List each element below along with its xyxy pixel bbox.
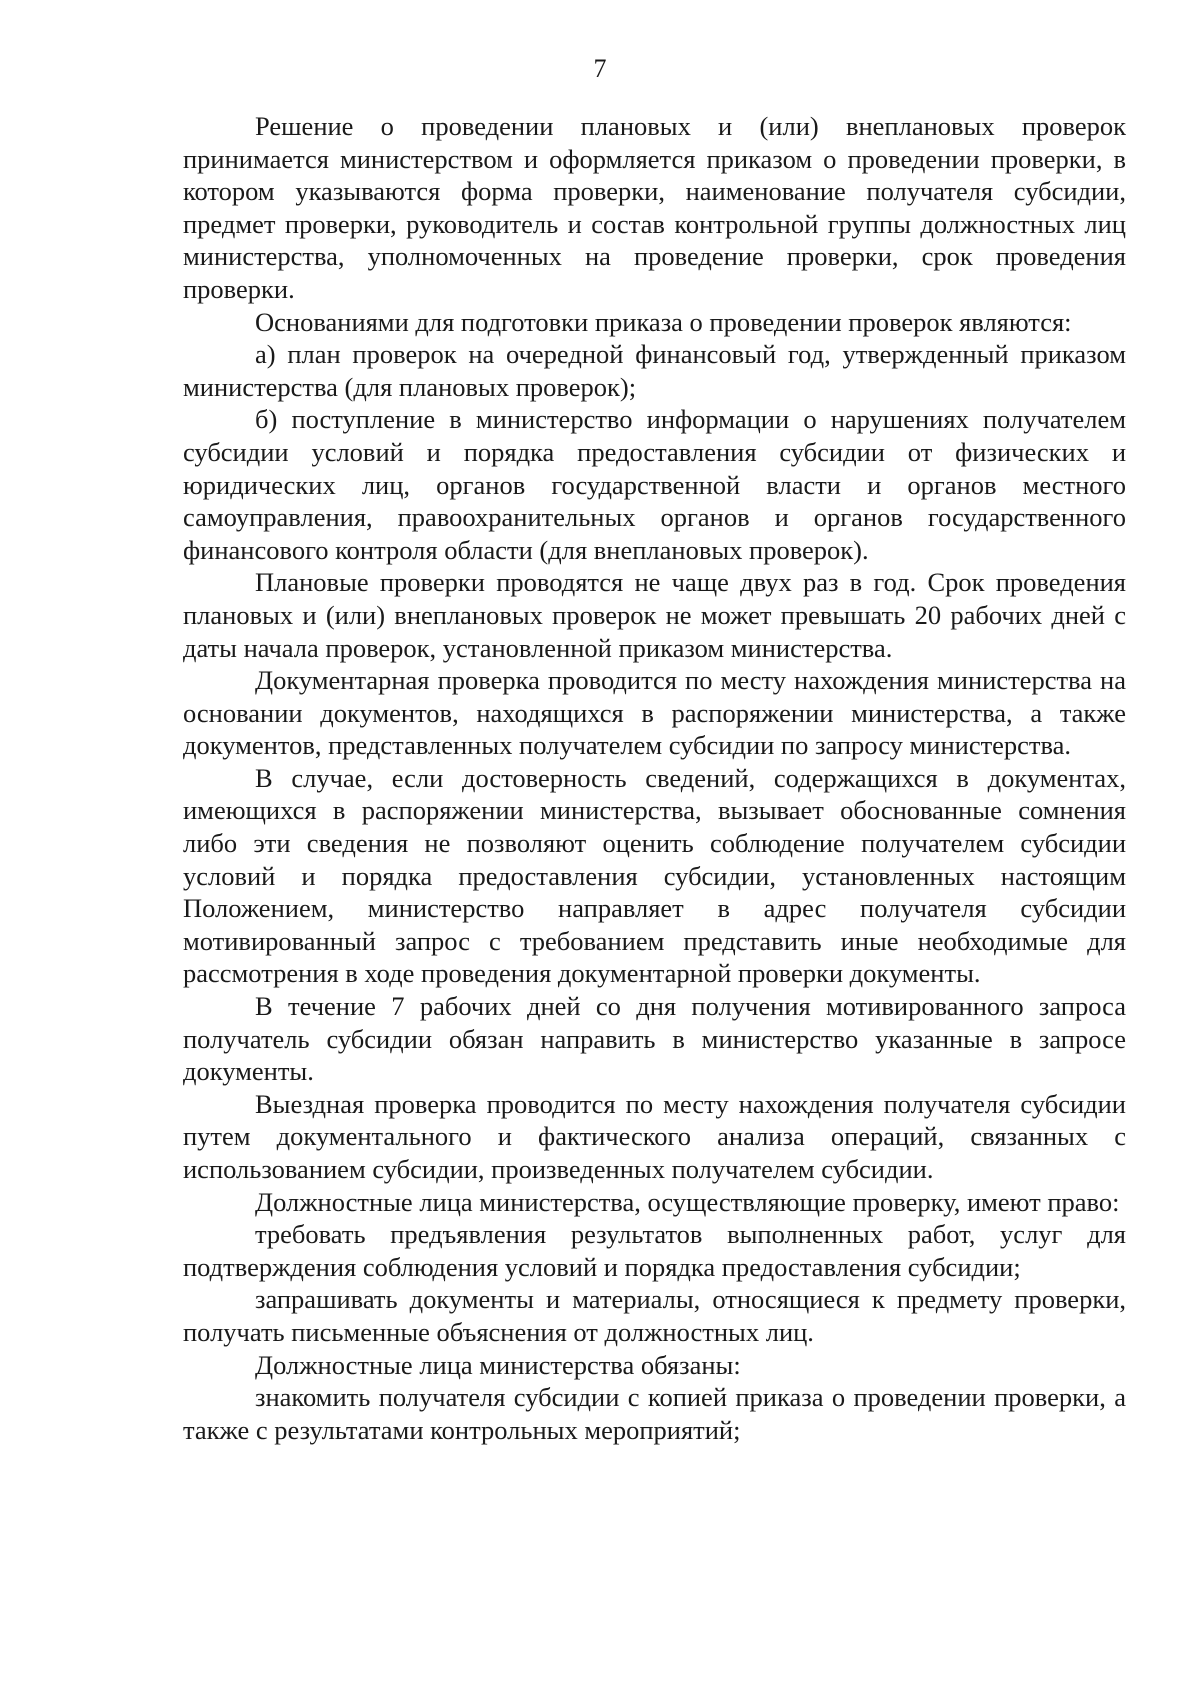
paragraph-officials-rights: Должностные лица министерства, осуществляющие проверку, имеют право:	[255, 1186, 1120, 1217]
paragraph-right-request-documents: запрашивать документы и материалы, относящиеся к предмету проверки, получать письменные объяснения от должностных лиц.	[183, 1284, 1126, 1347]
paragraph-order-grounds: Основаниями для подготовки приказа о проведении проверок являются:	[255, 306, 1072, 337]
paragraph-documentary-inspection: Документарная проверка проводится по месту нахождения министерства на основании документов, находящихся в распоряжении министерства, а также документов, представленных получателем субсидии по запросу министерства.	[183, 665, 1126, 761]
paragraph-onsite-inspection: Выездная проверка проводится по месту нахождения получателя субсидии путем документального и фактического анализа операций, связанных с использованием субсидии, произведенных получателем субсидии.	[183, 1088, 1126, 1184]
paragraph-item-b: б) поступление в министерство информации о нарушениях получателем субсидии условий и порядка предоставления субсидии от физических и юридических лиц, органов государственной власти и органов местного самоуправления, правоохранительных органов и органов государственного финансового контроля области (для внеплановых проверок).	[183, 404, 1126, 565]
paragraph-inspection-decision: Решение о проведении плановых и (или) внеплановых проверок принимается министерством и оформляется приказом о проведении проверки, в котором указываются форма проверки, наименование получателя субсидии, предмет проверки, руководитель и состав контрольной группы должностных лиц министерства, уполномоченных на проведение проверки, срок проведения проверки.	[183, 111, 1126, 304]
document-body	[183, 110, 1126, 1446]
paragraph-request-deadline: В течение 7 рабочих дней со дня получения мотивированного запроса получатель субсидии обязан направить в министерство указанные в запросе документы.	[183, 991, 1126, 1087]
paragraph-reasoned-request: В случае, если достоверность сведений, содержащихся в документах, имеющихся в распоряжении министерства, вызывает обоснованные сомнения либо эти сведения не позволяют оценить соблюдение получателем субсидии условий и порядка предоставления субсидии, установленных настоящим Положением, министерство направляет в адрес получателя субсидии мотивированный запрос с требованием представить иные необходимые для рассмотрения в ходе проведения документарной проверки документы.	[183, 762, 1126, 989]
page-number: 7	[593, 54, 607, 83]
paragraph-item-a: а) план проверок на очередной финансовый год, утвержденный приказом министерства (для плановых проверок);	[183, 339, 1126, 402]
paragraph-officials-duties: Должностные лица министерства обязаны:	[255, 1349, 741, 1380]
paragraph-duty-inform: знакомить получателя субсидии с копией приказа о проведении проверки, а также с результатами контрольных мероприятий;	[183, 1382, 1126, 1445]
paragraph-right-demand-results: требовать предъявления результатов выполненных работ, услуг для подтверждения соблюдения условий и порядка предоставления субсидии;	[183, 1219, 1126, 1282]
paragraph-planned-inspections: Плановые проверки проводятся не чаще двух раз в год. Срок проведения плановых и (или) внеплановых проверок не может превышать 20 рабочих дней с даты начала проверок, установленной приказом министерства.	[183, 567, 1126, 663]
